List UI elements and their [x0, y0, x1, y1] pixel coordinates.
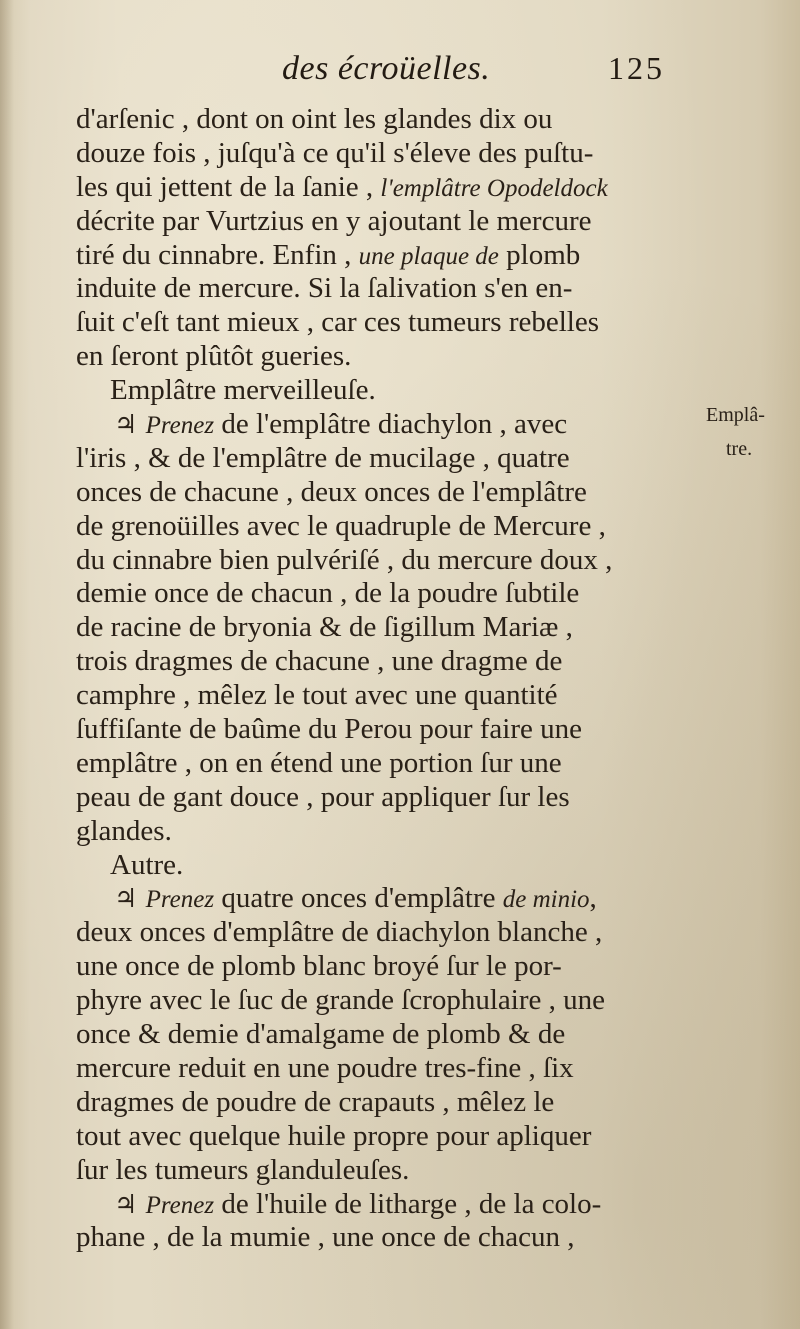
text-segment: de l'emplâtre diachylon , avec	[214, 408, 568, 441]
text-segment: camphre , mêlez le tout avec une quantité	[76, 679, 558, 712]
text-line	[76, 137, 696, 171]
text-segment: de racine de bryonia & de ſigillum Mariæ ,	[76, 611, 573, 644]
body-text	[76, 103, 696, 1255]
text-segment: d'arſenic , dont on oint les glandes dix ou	[76, 103, 553, 135]
text-line	[76, 645, 696, 679]
text-segment: ſuit c'eſt tant mieux , car ces tumeurs rebelles	[76, 306, 600, 339]
text-segment: Prenez	[145, 412, 215, 440]
text-segment: onces de chacune , deux onces de l'emplâtre	[76, 475, 587, 508]
gutter-shadow	[0, 0, 14, 1329]
text-segment: tout avec quelque huile propre pour apliquer	[76, 1119, 592, 1152]
text-segment: dragmes de poudre de crapauts , mêlez le	[76, 1085, 555, 1118]
text-line	[76, 679, 696, 713]
marginal-note	[706, 398, 765, 466]
text-line	[76, 611, 696, 645]
text-line	[76, 544, 696, 578]
text-line	[76, 239, 696, 273]
text-segment: une once de plomb blanc broyé ſur le por-	[76, 950, 562, 983]
text-segment: de grenoüilles avec le quadruple de Mercure ,	[76, 509, 606, 542]
text-segment: emplâtre , on en étend une portion ſur une	[76, 746, 562, 779]
text-segment: trois dragmes de chacune , une dragme de	[76, 645, 563, 678]
text-line	[76, 916, 696, 950]
text-line	[76, 340, 696, 374]
text-line	[76, 713, 696, 747]
text-line	[76, 1120, 696, 1154]
text-segment: l'iris , & de l'emplâtre de mucilage , quatre	[76, 441, 570, 474]
text-segment: deux onces d'emplâtre de diachylon blanche ,	[76, 916, 603, 949]
marginal-note-line: Emplâ-	[706, 404, 765, 426]
running-title: des écroüelles.	[282, 50, 491, 87]
text-line	[76, 1221, 696, 1255]
page-header	[0, 46, 800, 96]
text-segment: ſur les tumeurs glanduleuſes.	[76, 1153, 410, 1186]
text-segment: phyre avec le ſuc de grande ſcrophulaire , une	[76, 984, 605, 1017]
text-segment: Prenez	[145, 1191, 215, 1219]
text-line	[76, 1052, 696, 1086]
text-line	[76, 510, 696, 544]
text-line	[76, 950, 696, 984]
recipe-symbol: ♃	[114, 410, 146, 441]
text-segment: du cinnabre bien pulvériſé , du mercure doux ,	[76, 543, 613, 576]
recipe-symbol: ♃	[114, 884, 146, 915]
text-segment: ,	[589, 882, 597, 915]
text-line	[76, 272, 696, 306]
text-segment: ſuffiſante de baûme du Perou pour faire une	[76, 713, 582, 746]
text-line	[76, 882, 696, 916]
text-line	[76, 984, 696, 1018]
text-segment: une plaque de	[358, 242, 499, 270]
text-segment: demie once de chacun , de la poudre ſubtile	[76, 577, 580, 610]
text-line	[76, 442, 696, 476]
text-segment: douze fois , juſqu'à ce qu'il s'éleve des puſtu-	[76, 136, 594, 169]
text-line	[76, 1154, 696, 1188]
text-line	[76, 476, 696, 510]
text-segment: quatre onces d'emplâtre	[214, 882, 503, 915]
text-line	[76, 306, 696, 340]
text-segment: tiré du cinnabre. Enfin ,	[76, 238, 359, 271]
text-segment: Prenez	[145, 886, 215, 914]
text-segment: de l'huile de litharge , de la colo-	[214, 1187, 602, 1220]
text-segment: les qui jettent de la ſanie ,	[76, 170, 381, 203]
text-line	[76, 577, 696, 611]
text-segment: Autre.	[110, 848, 184, 881]
text-line	[76, 1018, 696, 1052]
section-heading	[76, 849, 696, 883]
page-number: 125	[608, 50, 665, 86]
text-segment: peau de gant douce , pour appliquer ſur les	[76, 780, 570, 813]
text-line	[76, 781, 696, 815]
text-segment: de minio	[502, 886, 590, 914]
text-segment: décrite par Vurtzius en y ajoutant le mercure	[76, 204, 592, 237]
text-line	[76, 815, 696, 849]
text-segment: phane , de la mumie , une once de chacun ,	[76, 1221, 575, 1254]
text-segment: Emplâtre merveilleuſe.	[110, 374, 376, 407]
text-segment: mercure reduit en une poudre tres-fine , ſix	[76, 1051, 574, 1084]
text-segment: induite de mercure. Si la ſalivation s'en en-	[76, 272, 573, 305]
section-heading	[76, 374, 696, 408]
text-line	[76, 171, 696, 205]
text-line	[76, 1188, 696, 1222]
text-line	[76, 103, 696, 137]
recipe-symbol: ♃	[114, 1189, 146, 1220]
text-line	[76, 747, 696, 781]
text-segment: en ſeront plûtôt gueries.	[76, 340, 352, 373]
text-segment: plomb	[498, 238, 581, 271]
marginal-note-line: tre.	[726, 438, 753, 460]
text-line	[76, 408, 696, 442]
text-segment: l'emplâtre Opodeldock	[380, 174, 608, 202]
text-line	[76, 205, 696, 239]
text-line	[76, 1086, 696, 1120]
text-segment: glandes.	[76, 814, 172, 847]
text-segment: once & demie d'amalgame de plomb & de	[76, 1018, 566, 1051]
